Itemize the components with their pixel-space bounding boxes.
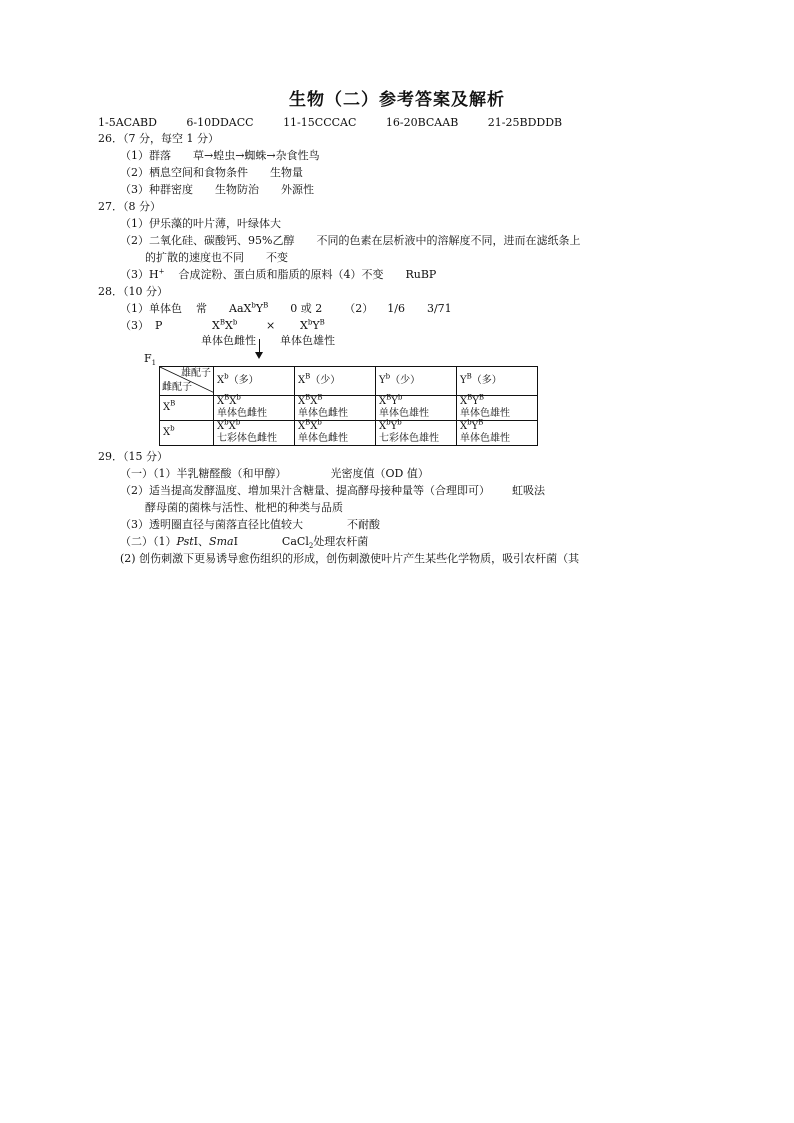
q26-3-a: （3）种群密度 — [120, 183, 193, 196]
q26-heading: 26．（7 分，每空 1 分） — [98, 132, 219, 145]
answer-group-4: 16-20BCAAB — [385, 116, 459, 129]
q26-line-3 — [120, 183, 314, 197]
col-header: $X^B$（少） — [295, 367, 376, 396]
f1-label: $F_1$ — [144, 352, 157, 368]
choice-answers-line — [98, 116, 588, 130]
table-cell: $X^bX^b$ 七彩体色雌性 — [214, 421, 295, 446]
q26-1-b: 草→蝗虫→蜘蛛→杂食性鸟 — [193, 149, 320, 162]
q27-line-2 — [120, 234, 580, 248]
q27-2-a: （2）二氧化硅、碳酸钙、95%乙醇 — [120, 234, 295, 247]
male-gamete-label: 雄配子 — [181, 368, 211, 379]
q29-line-2: （2）适当提高发酵温度、增加果汁含糖量、提高酵母接种量等（合理即可） 虹吸法 — [120, 484, 545, 497]
q27-2-b: 不同的色素在层析液中的溶解度不同，进而在滤纸条上 — [316, 234, 581, 247]
q27-line-2-cont — [145, 251, 288, 265]
answer-group-1: 1-5ACABD — [98, 116, 157, 129]
q27-line-1: （1）伊乐藻的叶片薄，叶绿体大 — [120, 217, 281, 230]
q27-3-a: （3）H — [120, 268, 159, 281]
col-header: $X^b$（多） — [214, 367, 295, 396]
parent-male-genotype: $X^bY^B$ — [300, 318, 325, 332]
q26-line-1 — [120, 149, 320, 163]
row-header: $X^B$ — [160, 396, 214, 421]
q29-line-6: (2) 创伤刺激下更易诱导愈伤组织的形成，创伤刺激使叶片产生某些化学物质，吸引农杆菌（其 — [120, 552, 580, 565]
col-header: $Y^B$（多） — [457, 367, 538, 396]
q26-2-b: 生物量 — [270, 166, 303, 179]
page-title: 生物（二）参考答案及解析 — [289, 90, 505, 110]
q28-line-1: （1）单体色 常 $AaX^bY^B$ 0 或 2 （2） 1/6 3/71 — [120, 301, 452, 315]
q26-1-a: （1）群落 — [120, 149, 171, 162]
table-cell: $X^bY^b$ 七彩体色雄性 — [376, 421, 457, 446]
q29-line-1: （一）（1）半乳糖醛酸（和甲醇） 光密度值（OD 值） — [120, 467, 429, 480]
answer-group-5: 21-25BDDDB — [487, 116, 563, 129]
q27-heading: 27．（8 分） — [98, 200, 161, 213]
table-row — [160, 396, 538, 421]
q26-3-b: 生物防治 — [215, 183, 259, 196]
table-cell: $X^bY^B$ 单体色雄性 — [457, 421, 538, 446]
table-cell: $X^BY^B$ 单体色雄性 — [457, 396, 538, 421]
table-cell: $X^BY^b$ 单体色雄性 — [376, 396, 457, 421]
q26-line-2 — [120, 166, 303, 180]
answer-group-3: 11-15CCCAC — [283, 116, 357, 129]
q29-line-4: （3）透明圈直径与菌落直径比值较大 不耐酸 — [120, 518, 380, 531]
q29-line-5: （二）（1）PstI、SmaI CaCl$_2$处理农杆菌 — [120, 535, 369, 551]
q29-line-3: 酵母菌的菌株与活性、枇杷的种类与品质 — [145, 501, 343, 514]
table-cell: $X^BX^b$ 单体色雌性 — [214, 396, 295, 421]
parent-female-genotype: $X^BX^b$ — [212, 318, 238, 332]
table-row — [160, 421, 538, 446]
col-header: $Y^b$（少） — [376, 367, 457, 396]
q28-heading: 28．（10 分） — [98, 285, 168, 298]
parent-male-label: 单体色雄性 — [280, 334, 335, 347]
q26-2-a: （2）栖息空间和食物条件 — [120, 166, 248, 179]
q27-3-b: 合成淀粉、蛋白质和脂质的原料（4）不变 — [178, 268, 384, 281]
answer-group-2: 6-10DDACC — [186, 116, 254, 129]
female-gamete-label: 雌配子 — [162, 382, 192, 393]
q27-line-3: （3）H+ 合成淀粉、蛋白质和脂质的原料（4）不变 RuBP — [120, 267, 437, 281]
q27-2-c: 的扩散的速度也不同 — [145, 251, 244, 264]
cross-arrow-head — [255, 352, 263, 359]
cross-symbol: × — [266, 319, 276, 332]
punnett-square — [159, 366, 538, 446]
q26-3-c: 外源性 — [281, 183, 314, 196]
q27-2-d: 不变 — [266, 251, 288, 264]
table-cell: $X^BX^B$ 单体色雌性 — [295, 396, 376, 421]
row-header: $X^b$ — [160, 421, 214, 446]
q29-heading: 29．（15 分） — [98, 450, 168, 463]
q27-3-c: RuBP — [405, 268, 437, 281]
table-cell: $X^BX^b$ 单体色雌性 — [295, 421, 376, 446]
q28-line-cross: （3） P — [120, 319, 163, 332]
punnett-corner — [160, 367, 214, 396]
parent-female-label: 单体色雌性 — [201, 334, 256, 347]
